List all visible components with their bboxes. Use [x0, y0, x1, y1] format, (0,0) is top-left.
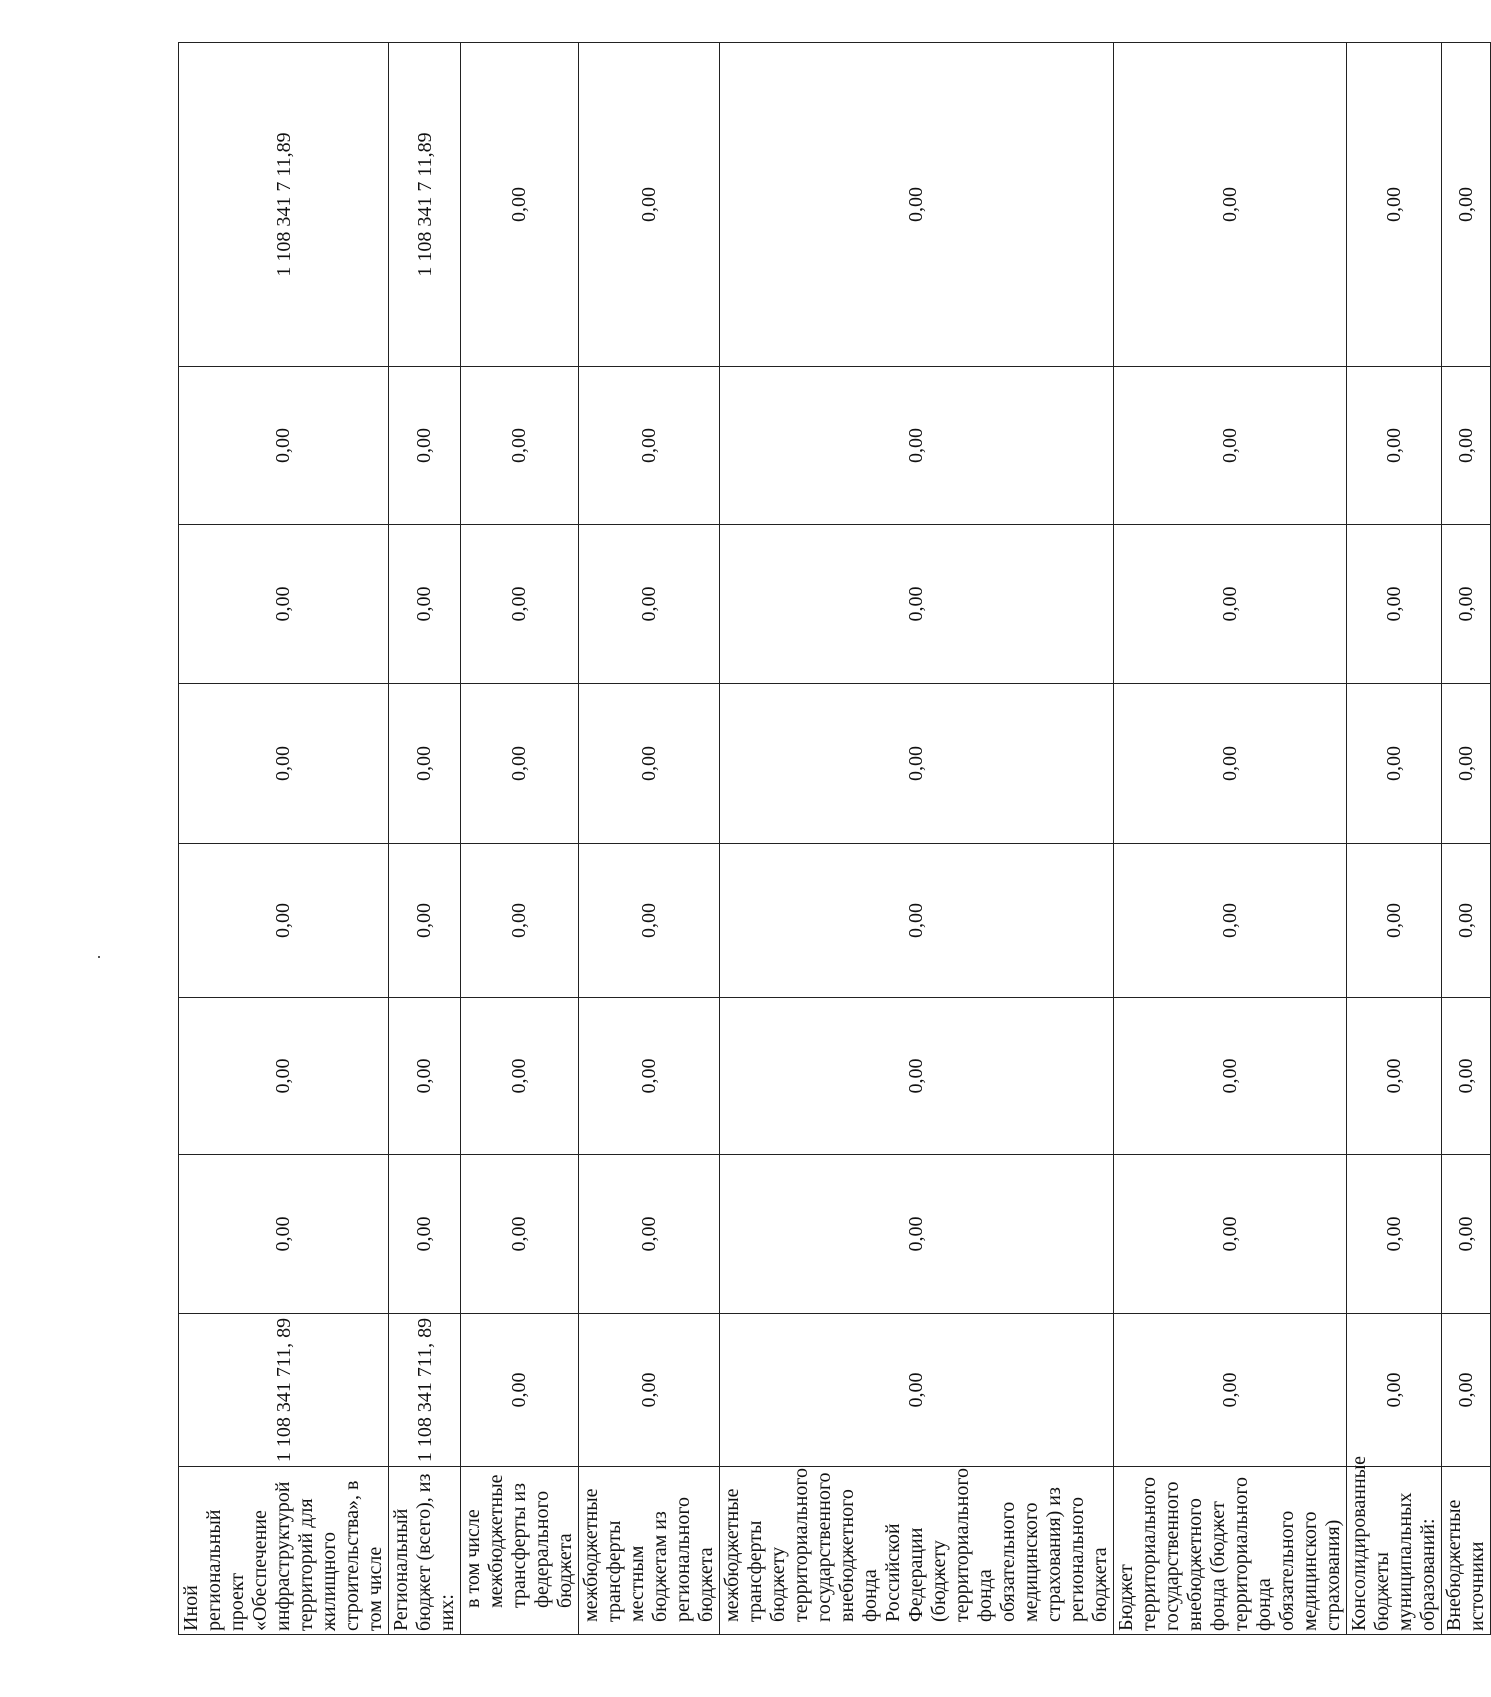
- value-cell: 0,00: [461, 367, 579, 525]
- value-cell: 0,00: [461, 525, 579, 684]
- value-cell: 0,00: [1114, 998, 1347, 1155]
- value-cell: 0,00: [1347, 844, 1442, 998]
- value-cell: 0,00: [720, 684, 1114, 844]
- table-row: [579, 43, 720, 1635]
- value-cell: 0,00: [579, 844, 720, 998]
- value-cell: 0,00: [461, 43, 579, 367]
- value-cell: 0,00: [720, 525, 1114, 684]
- value-cell: 0,00: [1347, 684, 1442, 844]
- value-cell: 0,00: [720, 43, 1114, 367]
- value-cell: 0,00: [1442, 844, 1491, 998]
- value-cell: 0,00: [1347, 43, 1442, 367]
- value-cell: 0,00: [179, 684, 389, 844]
- table-row: [179, 43, 389, 1635]
- value-cell: 0,00: [1114, 1314, 1347, 1467]
- row-label: Бюджет территориального государственного внебюджетного фонда (бюджет территориального фонда обязательного медицинского страхования): [1114, 1467, 1347, 1635]
- value-cell: 0,00: [1347, 998, 1442, 1155]
- row-label: Региональный бюджет (всего), из них:: [389, 1467, 461, 1635]
- value-cell: 0,00: [1442, 1314, 1491, 1467]
- value-cell: 0,00: [389, 684, 461, 844]
- value-cell: 1 108 341 711, 89: [389, 1314, 461, 1467]
- table-row: [1442, 43, 1491, 1635]
- value-cell: 0,00: [720, 1155, 1114, 1314]
- value-cell: 0,00: [389, 1155, 461, 1314]
- value-cell: 0,00: [720, 844, 1114, 998]
- value-cell: 0,00: [1114, 525, 1347, 684]
- table-row: [389, 43, 461, 1635]
- value-cell: 0,00: [579, 43, 720, 367]
- row-label: межбюджетные трансферты местным бюджетам из регионального бюджета: [579, 1467, 720, 1635]
- value-cell: 0,00: [1442, 1155, 1491, 1314]
- value-cell: 0,00: [1114, 684, 1347, 844]
- value-cell: 0,00: [1114, 367, 1347, 525]
- value-cell: 0,00: [389, 367, 461, 525]
- value-cell: 0,00: [389, 844, 461, 998]
- value-cell: 0,00: [720, 1314, 1114, 1467]
- value-cell: 0,00: [1114, 43, 1347, 367]
- value-cell: 0,00: [1347, 525, 1442, 684]
- value-cell: 0,00: [579, 998, 720, 1155]
- value-cell: 0,00: [579, 684, 720, 844]
- value-cell: 0,00: [1347, 367, 1442, 525]
- value-cell: 0,00: [179, 1155, 389, 1314]
- value-cell: 0,00: [1442, 367, 1491, 525]
- row-label: Консолидированные бюджеты муниципальных образований:: [1347, 1467, 1442, 1635]
- value-cell: 0,00: [461, 1314, 579, 1467]
- table-row: [1114, 43, 1347, 1635]
- value-cell: 1 108 341 7 11,89: [389, 43, 461, 367]
- table-row: [1347, 43, 1442, 1635]
- value-cell: 0,00: [579, 525, 720, 684]
- row-label: межбюджетные трансферты бюджету территориального государственного внебюджетного фонда Российской Федерации (бюджету территориального фонда обязательного медицинского страхования) из регионального бюджета: [720, 1467, 1114, 1635]
- value-cell: 0,00: [579, 367, 720, 525]
- value-cell: 0,00: [1442, 43, 1491, 367]
- rotated-table-container: [178, 43, 1488, 1635]
- value-cell: 0,00: [1347, 1155, 1442, 1314]
- value-cell: 0,00: [1114, 1155, 1347, 1314]
- value-cell: 0,00: [461, 844, 579, 998]
- value-cell: 0,00: [389, 998, 461, 1155]
- row-label: Иной региональный проект «Обеспечение инфраструктурой территорий для жилищного строительства», в том числе: [179, 1467, 389, 1635]
- value-cell: 0,00: [461, 684, 579, 844]
- value-cell: 0,00: [1442, 525, 1491, 684]
- value-cell: 0,00: [720, 367, 1114, 525]
- value-cell: 0,00: [579, 1155, 720, 1314]
- value-cell: 1 108 341 711, 89: [179, 1314, 389, 1467]
- value-cell: 0,00: [1347, 1314, 1442, 1467]
- row-label: в том числе межбюджетные трансферты из федерального бюджета: [461, 1467, 579, 1635]
- value-cell: 0,00: [179, 367, 389, 525]
- value-cell: 0,00: [179, 998, 389, 1155]
- value-cell: 0,00: [461, 1155, 579, 1314]
- value-cell: 0,00: [461, 998, 579, 1155]
- value-cell: 0,00: [720, 998, 1114, 1155]
- scan-speck: [98, 956, 100, 958]
- table-row: [461, 43, 579, 1635]
- value-cell: 0,00: [179, 525, 389, 684]
- value-cell: 0,00: [1442, 684, 1491, 844]
- table-row: [720, 43, 1114, 1635]
- value-cell: 0,00: [179, 844, 389, 998]
- value-cell: 0,00: [1442, 998, 1491, 1155]
- budget-funding-table: [178, 42, 1491, 1635]
- row-label: Внебюджетные источники: [1442, 1467, 1491, 1635]
- value-cell: 0,00: [579, 1314, 720, 1467]
- value-cell: 1 108 341 7 11,89: [179, 43, 389, 367]
- value-cell: 0,00: [1114, 844, 1347, 998]
- value-cell: 0,00: [389, 525, 461, 684]
